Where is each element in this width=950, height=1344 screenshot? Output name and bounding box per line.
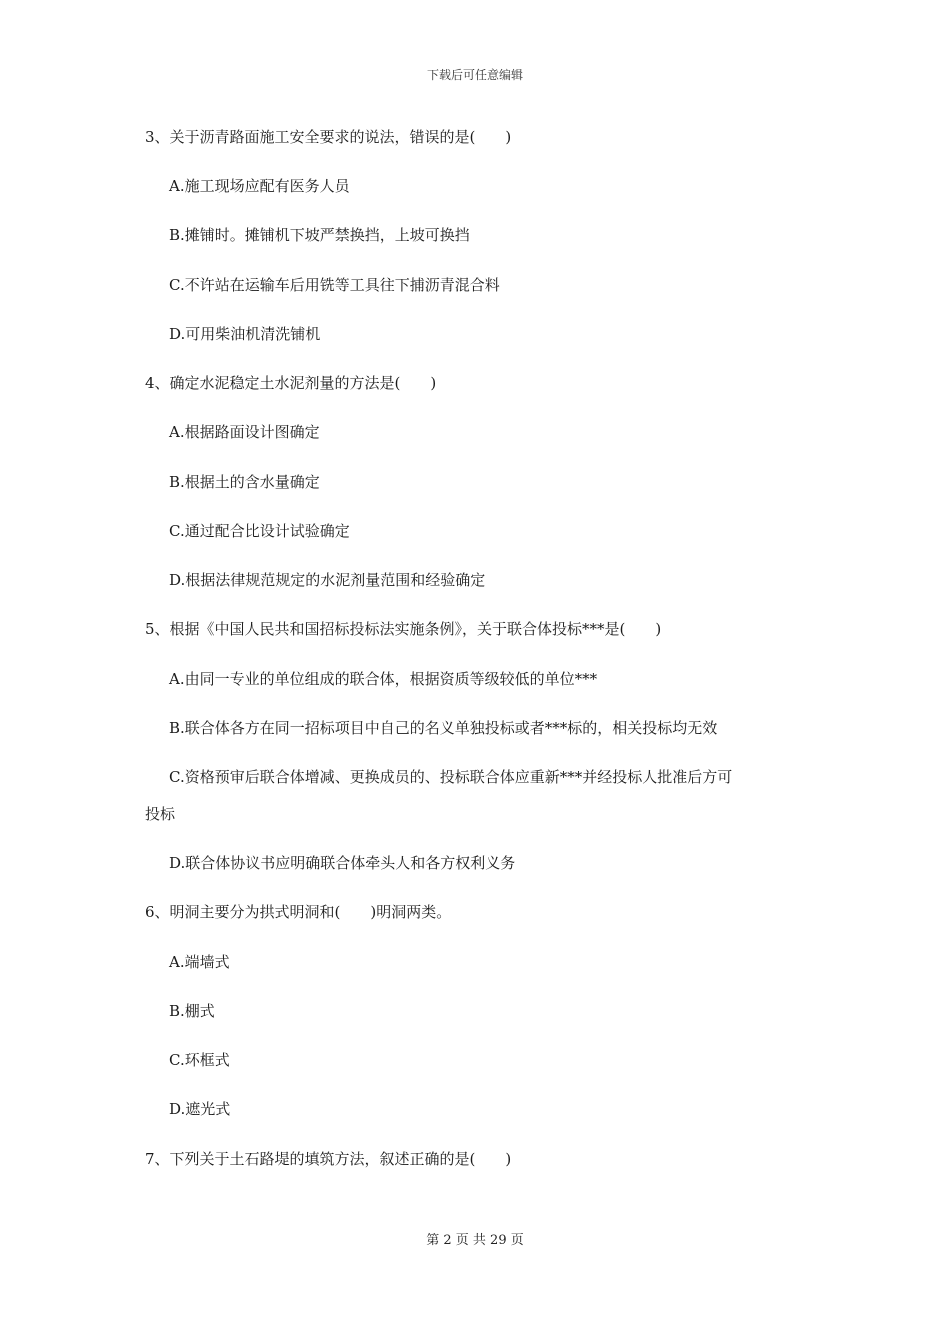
question-5-option-b: B.联合体各方在同一招标项目中自己的名义单独投标或者***标的，相关投标均无效	[169, 719, 718, 737]
question-4-option-b: B.根据土的含水量确定	[169, 473, 320, 491]
question-3-option-c: C.不许站在运输车后用铣等工具往下捕沥青混合料	[169, 276, 500, 294]
page-header: 下载后可任意编辑	[426, 68, 523, 82]
question-5-option-d: D.联合体协议书应明确联合体牵头人和各方权利义务	[169, 854, 516, 872]
question-4-option-a: A.根据路面设计图确定	[169, 423, 320, 441]
question-6-option-c: C.环框式	[169, 1051, 230, 1069]
question-5-option-c: C.资格预审后联合体增减、更换成员的、投标联合体应重新***并经投标人批准后方可	[169, 768, 733, 786]
page-footer: 第 2 页 共 29 页	[426, 1233, 524, 1248]
question-5-option-c-continuation: 投标	[145, 805, 176, 823]
question-5-stem: 5、根据《中国人民共和国招标投标法实施条例》，关于联合体投标***是( )	[145, 620, 662, 638]
question-6-stem: 6、明洞主要分为拱式明洞和( )明洞两类。	[145, 903, 452, 921]
question-4-option-c: C.通过配合比设计试验确定	[169, 522, 350, 540]
question-5-option-a: A.由同一专业的单位组成的联合体，根据资质等级较低的单位***	[169, 670, 598, 688]
question-4-stem: 4、确定水泥稳定土水泥剂量的方法是( )	[145, 374, 437, 392]
question-7-stem: 7、下列关于土石路堤的填筑方法，叙述正确的是( )	[145, 1150, 512, 1168]
question-3-option-d: D.可用柴油机清洗铺机	[169, 325, 321, 343]
question-4-option-d: D.根据法律规范规定的水泥剂量范围和经验确定	[169, 571, 486, 589]
question-3-stem: 3、关于沥青路面施工安全要求的说法，错误的是( )	[145, 128, 512, 146]
question-3-option-a: A.施工现场应配有医务人员	[169, 177, 350, 195]
question-6-option-b: B.棚式	[169, 1002, 215, 1020]
question-6-option-a: A.端墙式	[169, 953, 230, 971]
question-3-option-b: B.摊铺时。摊铺机下坡严禁换挡，上坡可换挡	[169, 226, 470, 244]
question-6-option-d: D.遮光式	[169, 1100, 231, 1118]
